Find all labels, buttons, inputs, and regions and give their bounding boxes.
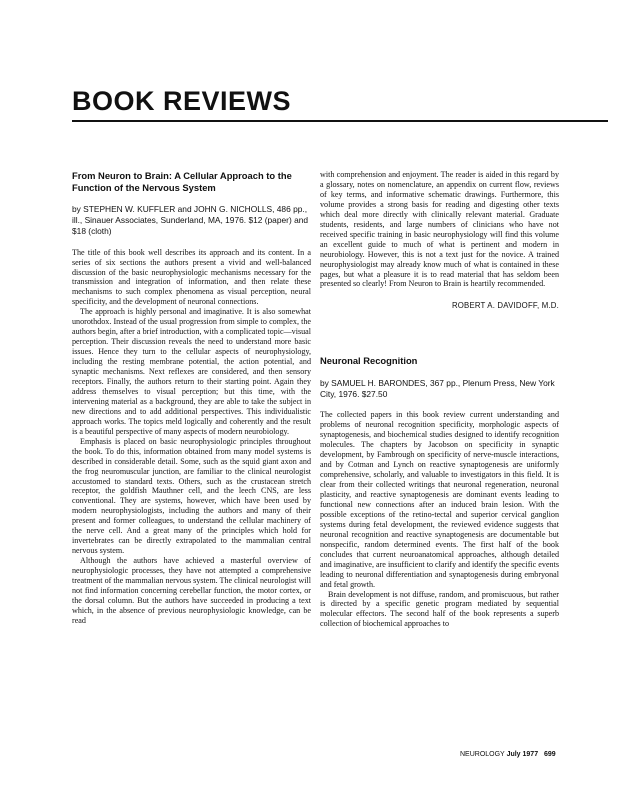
review-paragraph: The approach is highly personal and imaginative. It is also somewhat unorothdox. Instead of the usual progression from simple to complex, the authors begin, after a brief introduction, with a complicated topic—visual perception. Their discussion reveals the need to understand more basic issues. Hence they turn to the cellular aspects of neurophysiology, including the resting membrane potential, the action potential, and synaptic mechanisms. Next reflexes are considered, and then sensory receptors. Finally, the authors return to their starting point. Again they address themselves to visual perception; but this time, with the intervening material as a background, they are able to take the subject in new directions and to add additional perspectives. This individualistic approach works. The topics meld logically and coherently and the result is a beautiful perspective of many aspects of modern neurobiology. [72,307,311,436]
review-body [320,410,559,629]
review-body-continued [320,170,559,289]
page-number: 699 [543,751,556,758]
reviewer-signature: ROBERT A. DAVIDOFF, M.D. [451,301,559,311]
review-paragraph: with comprehension and enjoyment. The reader is aided in this regard by a glossary, notes on nomenclature, an appendix on current flow, reviews of key terms, and informative schematic drawings. Furthermore, this volume provides a strong basis for reading and digesting other texts which deal more directly with clinically relevant material. Graduate students, residents, and large numbers of clinicians who have not received specific training in basic neurophysiology will find this volume an excellent guide to much of what is pertinent and modern in neurobiology. However, this is not a text just for the novice. A trained neurophysiologist may already know much of what is contained in these pages, but what a pleasure it is to read material that has seldom been presented so clearly! From Neuron to Brain is heartily recommended. [320,170,559,289]
review-paragraph: Brain development is not diffuse, random, and promiscuous, but rather is directed by a specific genetic program mediated by sequential molecular effectors. The second half of the book represents a superb collection of biochemical approaches to [320,589,559,629]
review-title: Neuronal Recognition [320,355,418,367]
review-byline: by STEPHEN W. KUFFLER and JOHN G. NICHOLLS, 486 pp., ill., Sinauer Associates, Sunderland, MA, 1976. $12 (paper) and $18 (cloth) [72,204,309,237]
page-footer [460,751,556,758]
journal-name: NEUROLOGY [460,751,505,758]
section-title: BOOK REVIEWS [72,86,292,116]
left-column [72,170,311,626]
review-body [72,248,311,626]
header-rule [72,120,608,122]
review-paragraph: Although the authors have achieved a masterful overview of neurophysiologic processes, they have not attempted a comprehensive treatment of the mammalian nervous system. The clinical neurologist will not find information concerning cerebellar function, the motor cortex, or the dorsal column. But the authors have succeeded in producing a text which, in the absence of previous neurophysiologic knowledge, can be read [72,556,312,625]
right-column [320,170,559,629]
review-byline: by SAMUEL H. BARONDES, 367 pp., Plenum Press, New York City, 1976. $27.50 [320,377,555,400]
section-header [72,86,291,116]
journal-issue: July 1977 [506,751,539,758]
review-paragraph: The title of this book well describes its approach and its content. In a series of six sections the authors present a vivid and well-balanced discussion of the basic neurophysiologic mechanisms necessary for the transmission and integration of information, and then relate these mechanisms to such complex phenomena as visual perception, neural specificity, and the development of neuronal connections. [72,247,311,307]
review-paragraph: The collected papers in this book review current understanding and problems of neuronal recognition specificity, morphologic aspects of synaptogenesis, and biochemical studies designed to identify recognition molecules. The chapters by Jacobson on specificity in synaptic development, by Fambrough on specificity of nerve-muscle interactions, and by Cotman and Lynch on reactive synaptogenesis are uniformly comprehensive, scholarly, and valuable to investigators in this field. It is clear from their collected writings that neuronal regeneration, neuronal plasticity, and reactive synaptogenesis are dominant events leading to functional new connections after an induced brain lesion. With the possible exceptions of the retino-tectal and superior cervical ganglion systems during fetal development, the reviewed evidence suggests that neuronal recognition and reactive synaptogenesis are documentable but nonspecific, random determined events. The first half of the book concludes that current neuroanatomical approaches, although detailed and imaginative, are insufficient to clarify and identify the specific events leading to neuronal differentiation and synaptogenesis during embryonal and fetal growth. [320,410,559,589]
review-title: From Neuron to Brain: A Cellular Approach to the Function of the Nervous System [72,170,292,193]
review-paragraph: Emphasis is placed on basic neurophysiologic principles throughout the book. To do this, information obtained from many model systems is described in considerable detail. Some, such as the squid giant axon and the frog neuromuscular junction, are familiar to the clinical neurologist accustomed to standard texts. Others, such as the crustacean stretch receptor, the goldfish Mauthner cell, and the leech CNS, are less conventional. They are systems, however, which have been used by modern neurophysiologists, including the authors and many of their present and former colleagues, to understand the cellular machinery of the nerve cell. And a great many of the principles which hold for invertebrates can be directly extrapolated to the mammalian central nervous system. [72,436,311,556]
